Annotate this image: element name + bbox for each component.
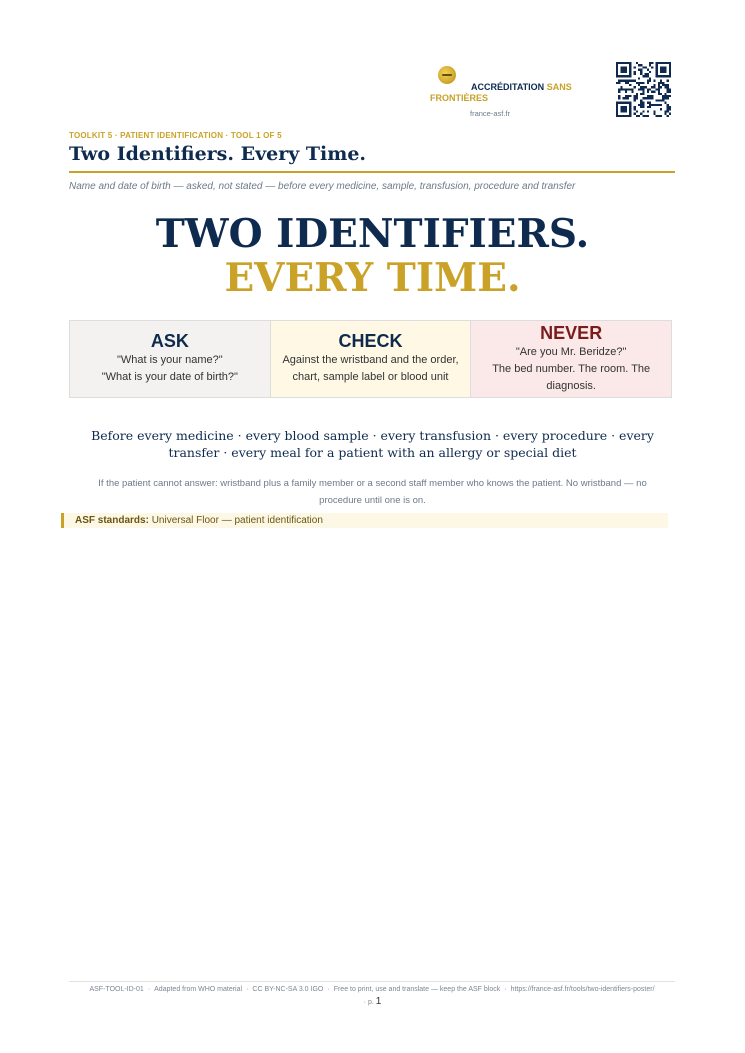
hero-line-2: EVERY TIME. <box>224 255 521 301</box>
page-title: Two Identifiers. Every Time. <box>69 143 367 165</box>
panel-ask-line-2: "What is your date of birth?" <box>101 371 238 383</box>
page-subtitle: Name and date of birth — asked, not stated — before every medicine, sample, transfusion, procedure and transfer <box>69 181 576 192</box>
panel-check <box>270 321 471 397</box>
panel-ask <box>70 321 270 397</box>
hero-headline <box>0 212 745 300</box>
occasions-text: Before every medicine · every blood sample · every transfusion · every procedure · every transfer · every meal for a patient with an allergy or special diet <box>91 428 654 460</box>
fallback-text: If the patient cannot answer: wristband plus a family member or a second staff member who knows the patient. No wristband — no procedure until one is on. <box>98 478 647 506</box>
footer-meta: ASF-TOOL-ID-01 · Adapted from WHO material · CC BY-NC-SA 3.0 IGO · Free to print, use and translate — keep the ASF block · https://france-asf.fr/tools/two-identifiers-poster/ <box>89 986 655 993</box>
qr-code-icon <box>616 62 671 117</box>
logo-url: france-asf.fr <box>469 109 510 118</box>
footer-divider <box>69 981 675 982</box>
footer-url: https://france-asf.fr/tools/two-identifiers-poster/ <box>510 986 655 993</box>
footer-usage: Free to print, use and translate — keep the ASF block <box>333 986 501 993</box>
standards-text: Universal Floor — patient identification <box>151 515 323 526</box>
standards-label: ASF standards: <box>75 515 149 526</box>
hero-line-1: TWO IDENTIFIERS. <box>155 211 590 257</box>
logo-name: ACCRÉDITATION SANS FRONTIÈRES <box>430 82 572 103</box>
standards-banner <box>61 513 668 528</box>
toolkit-kicker: TOOLKIT 5 · PATIENT IDENTIFICATION · TOOL 1 OF 5 <box>69 131 282 140</box>
footer-source: Adapted from WHO material <box>154 986 243 993</box>
panel-never <box>470 321 671 397</box>
panel-never-line-1: "Are you Mr. Beridze?" <box>515 346 627 358</box>
panel-ask-heading: ASK <box>150 331 189 351</box>
footer-license: CC BY-NC-SA 3.0 IGO <box>252 986 324 993</box>
panel-never-line-2: The bed number. The room. The diagnosis. <box>492 363 651 392</box>
panel-check-heading: CHECK <box>338 331 403 351</box>
footer-doc-id: ASF-TOOL-ID-01 <box>89 986 144 993</box>
panel-ask-line-1: "What is your name?" <box>117 354 223 366</box>
title-divider <box>69 171 675 173</box>
action-panels <box>69 320 672 398</box>
footer-page-number: · p. 1 <box>363 996 382 1007</box>
panel-never-heading: NEVER <box>540 323 603 343</box>
panel-check-text: Against the wristband and the order, chart, sample label or blood unit <box>282 354 459 383</box>
